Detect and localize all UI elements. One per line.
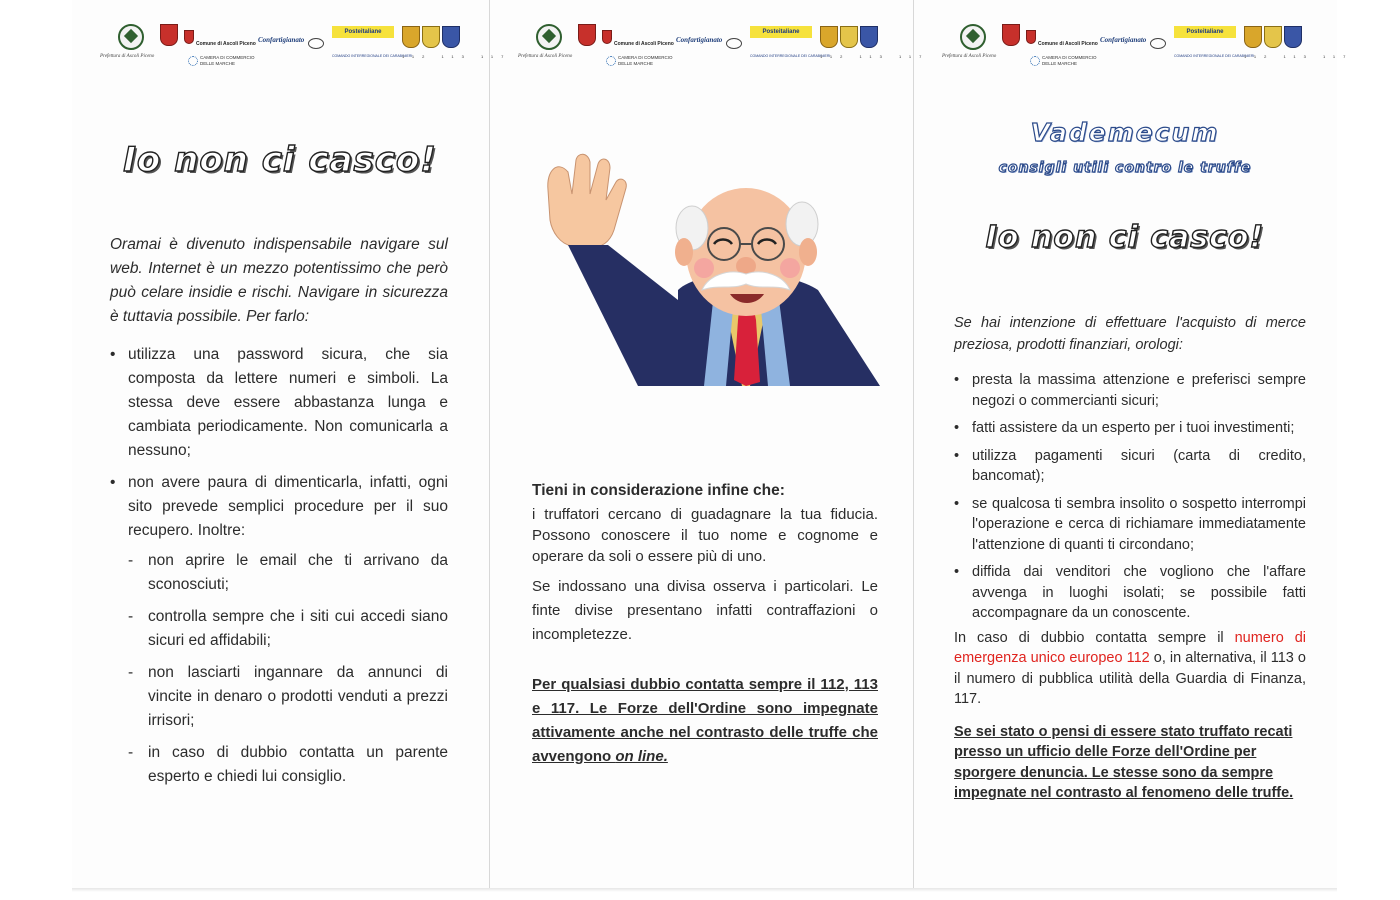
comune-logo-text: Comune di Ascoli Piceno	[1038, 41, 1098, 47]
section-heading: Tieni in considerazione infine che:	[532, 482, 785, 499]
list-item: • presta la massima attenzione e preferisci sempre negozi o commercianti sicuri;	[954, 370, 1306, 411]
sub-list-item: - non aprire le email che ti arrivano da sconosciuti;	[128, 549, 448, 597]
ellipse-logo-icon	[726, 38, 742, 49]
list-item: • se qualcosa ti sembra insolito o sospetto interrompi l'operazione e cerca di richiamare immediatamente l'attenzione di quanti ti circondano;	[954, 494, 1306, 556]
poste-italiane-logo: Posteitaliane	[750, 26, 812, 38]
carabinieri-caption: COMANDO INTERREGIONALE DEI CARABINIERI	[1174, 54, 1255, 58]
middle-text-block	[532, 480, 878, 769]
carabinieri-crest-icon	[422, 26, 440, 48]
panel-title: Io non ci casco!	[985, 220, 1265, 255]
vademecum-title: Vademecum	[1030, 118, 1220, 147]
carabinieri-crest-icon	[1264, 26, 1282, 48]
old-man-waving-illustration	[528, 150, 888, 390]
camera-commercio-text: CAMERA DI COMMERCIO DELLE MARCHE	[200, 55, 255, 66]
emergency-numbers: 112 113 117	[820, 54, 930, 59]
prefettura-caption: Prefettura di Ascoli Piceno	[942, 54, 997, 59]
panel-title: Io non ci casco!	[123, 140, 437, 180]
comune-crest-icon	[160, 24, 178, 46]
finanza-crest-icon	[442, 26, 460, 48]
poste-italiane-logo: Posteitaliane	[332, 26, 394, 38]
sub-list-item: - in caso di dubbio contatta un parente esperto e chiedi lui consiglio.	[128, 741, 448, 789]
logo-strip	[942, 24, 1354, 66]
ellipse-logo-icon	[308, 38, 324, 49]
sub-list-item: - controlla sempre che i siti cui accedi siano sicuri ed affidabili;	[128, 605, 448, 653]
list-item: • non avere paura di dimenticarla, infatti, ogni sito prevede semplici procedure per il suo recupero. Inoltre: - non aprire le email che ti arrivano da sconosciuti; - controlla sempre che i siti cui accedi siano sicuri ed affidabili; - non lasciarti ingannare da annunci di vincite in denaro o prodotti venduti a prezzi irrisori; - in caso di dubbio contatta un parente esperto e chiedi lui consiglio.	[110, 471, 448, 789]
intro-paragraph: Oramai è divenuto indispensabile navigare sul web. Internet è un mezzo potentissimo che però può celare insidie e rischi. Navigare in sicurezza è tuttavia possibile. Per farlo:	[110, 236, 448, 325]
ellipse-logo-icon	[1150, 38, 1166, 49]
police-crest-icon	[820, 26, 838, 48]
italian-republic-emblem-icon	[536, 24, 562, 50]
intro-paragraph: Se hai intenzione di effettuare l'acquisto di merce preziosa, prodotti finanziari, orologi:	[954, 315, 1306, 353]
confartigianato-logo: Confartigianato	[676, 36, 723, 44]
paragraph: Se indossano una divisa osserva i particolari. Le finte divise presentano infatti contraffazioni o incompletezze.	[532, 578, 878, 643]
comune-logo-text: Comune di Ascoli Piceno	[196, 41, 256, 47]
prefettura-caption: Prefettura di Ascoli Piceno	[100, 54, 155, 59]
logo-strip	[518, 24, 930, 66]
vademecum-subtitle: consigli utili contro le truffe	[998, 160, 1252, 176]
camera-commercio-icon	[1030, 56, 1040, 66]
panel-right	[914, 0, 1354, 892]
logo-strip	[100, 24, 512, 66]
panel-middle	[490, 0, 930, 892]
waving-hand-icon	[548, 154, 627, 248]
emergency-paragraph: In caso di dubbio contatta sempre il numero di emergenza unico europeo 112 o, in alternativa, il 113 o il numero di pubblica utilità della Guardia di Finanza, 117.	[954, 629, 1306, 707]
carabinieri-caption: COMANDO INTERREGIONALE DEI CARABINIERI	[750, 54, 831, 58]
camera-commercio-icon	[188, 56, 198, 66]
finanza-crest-icon	[860, 26, 878, 48]
list-item: • diffida dai venditori che vogliono che l'affare avvenga in luoghi isolati; se possibile fatti accompagnare da un conoscente.	[954, 562, 1306, 624]
camera-commercio-text: CAMERA DI COMMERCIO DELLE MARCHE	[1042, 55, 1097, 66]
comune-shield-icon	[602, 30, 612, 44]
finanza-crest-icon	[1284, 26, 1302, 48]
comune-shield-icon	[184, 30, 194, 44]
panel-left	[72, 0, 512, 892]
comune-shield-icon	[1026, 30, 1036, 44]
emergency-numbers: 112 113 117	[1244, 54, 1354, 59]
police-crest-icon	[402, 26, 420, 48]
carabinieri-crest-icon	[840, 26, 858, 48]
emergency-numbers: 112 113 117	[402, 54, 512, 59]
list-item: • utilizza pagamenti sicuri (carta di credito, bancomat);	[954, 446, 1306, 487]
camera-commercio-icon	[606, 56, 616, 66]
prefettura-caption: Prefettura di Ascoli Piceno	[518, 54, 573, 59]
paragraph: i truffatori cercano di guadagnare la tua fiducia. Possono conoscere il tuo nome e cognome e operare da soli o essere più di uno.	[532, 506, 878, 565]
confartigianato-logo: Confartigianato	[258, 36, 305, 44]
camera-commercio-text: CAMERA DI COMMERCIO DELLE MARCHE	[618, 55, 673, 66]
italian-republic-emblem-icon	[118, 24, 144, 50]
warning-paragraph: Per qualsiasi dubbio contatta sempre il 112, 113 e 117. Le Forze dell'Ordine sono impegnate attivamente anche nel contrasto delle truffe che avvengono on line.	[532, 676, 878, 765]
warning-paragraph: Se sei stato o pensi di essere stato truffato recati presso un ufficio delle Forze dell'Ordine per sporgere denuncia. Le stesse sono da sempre impegnate nel contrasto al fenomeno delle truffe.	[954, 723, 1294, 801]
comune-crest-icon	[578, 24, 596, 46]
comune-logo-text: Comune di Ascoli Piceno	[614, 41, 674, 47]
advice-list	[110, 343, 448, 797]
carabinieri-caption: COMANDO INTERREGIONALE DEI CARABINIERI	[332, 54, 413, 58]
italian-republic-emblem-icon	[960, 24, 986, 50]
advice-list	[954, 370, 1306, 804]
poste-italiane-logo: Posteitaliane	[1174, 26, 1236, 38]
emergency-number-highlight: numero di emergenza unico europeo 112	[954, 629, 1306, 666]
list-item: • utilizza una password sicura, che sia composta da lettere numeri e simboli. La stessa deve essere abbastanza lunga e cambiata periodicamente. Non comunicarla a nessuno;	[110, 343, 448, 463]
list-item: • fatti assistere da un esperto per i tuoi investimenti;	[954, 418, 1306, 439]
confartigianato-logo: Confartigianato	[1100, 36, 1147, 44]
comune-crest-icon	[1002, 24, 1020, 46]
sub-list-item: - non lasciarti ingannare da annunci di vincite in denaro o prodotti venduti a prezzi irrisori;	[128, 661, 448, 733]
police-crest-icon	[1244, 26, 1262, 48]
